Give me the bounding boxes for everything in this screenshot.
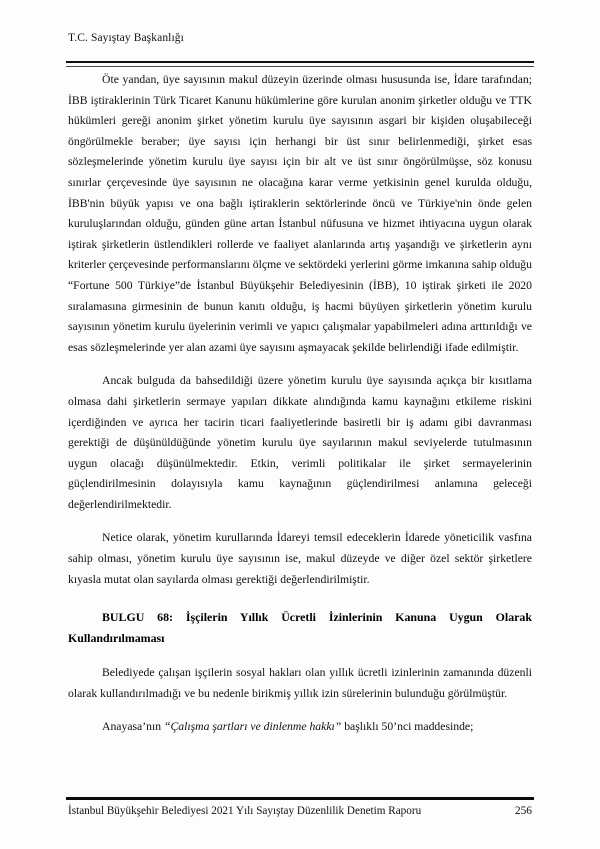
footer-page-number: 256 bbox=[514, 805, 532, 817]
body-paragraph-2: Ancak bulguda da bahsedildiği üzere yönetim kurulu üye sayısında açıkça bir kısıtlama olmasa dahi şirketlerin sermaye yapıları dikkate alındığında kamu kaynağını etkileme riskini içerdiğinden ve ayrıca her tacirin ticari faaliyetlerinde basiretli bir iş adamı gibi davranması gerektiği de düşünüldüğünde yönetim kurulu üye sayılarının makul seviyelerde tutulmasının uygun olacağı düşünülmektedir. Etkin, verimli politikalar ile şirket sermayelerinin güçlendirilmesinin dolayısıyla kamu kaynağının güçlendirilmesi anlamına geleceği değerlendirilmektedir. bbox=[68, 374, 532, 511]
footer-report-title: İstanbul Büyükşehir Belediyesi 2021 Yılı Sayıştay Düzenlilik Denetim Raporu bbox=[68, 805, 422, 817]
constitution-article-title-quote: “Çalışma şartları ve dinlenme hakkı” bbox=[164, 720, 342, 734]
body-paragraph-5 bbox=[68, 717, 532, 738]
page-footer bbox=[68, 805, 532, 817]
body-paragraph-1: Öte yandan, üye sayısının makul düzeyin üzerinde olması hususunda ise, İdare tarafından; İBB iştiraklerinin Türk Ticaret Kanunu hükümlerine göre kurulan anonim şirketler olduğu ve TTK hükümleri gereği anonim şirket yönetim kurulu üye sayısının asgari bir kişiden oluşabileceği öngörülmekle beraber; üye sayısı için herhangi bir üst sınır belirlenmediği, şirket esas sözleşmelerinde yönetim kurulu üye sayısı için bir alt ve üst sınır öngörülmüşse, söz konusu sınırlar çerçevesinde üye sayısının ne olacağına karar verme yetkisinin genel kurulda olduğu, İBB'nin büyük yapısı ve ona bağlı iştiraklerin sektörlerinde öncü ve Türkiye'nin önde gelen kuruluşlarından olduğu, günden güne artan İstanbul nüfusuna ve hizmet ihtiyacına uygun olarak iştirak şirketlerin üstlendikleri rollerde ve faaliyet alanlarında artış yaşandığı ve şirketlerin aynı kriterler çerçevesinde performanslarını ölçme ve sektördeki yerlerini görme imkanına sahip olduğu “Fortune 500 Türkiye”de İstanbul Büyükşehir Belediyesinin (İBB), 10 iştirak şirketi ile 2020 sıralamasına girmesinin de bunun kanıtı olduğu, iş hacmi büyüyen şirketlerin yönetim kurulu sayısının yönetim kurulu üyelerinin verimli ve yapıcı çalışmalar yapabilmeleri adına arttırıldığı ve esas sözleşmelerinde yer alan azami üye sayısını aşmayacak şekilde belirlendiği ifade edilmiştir. bbox=[68, 73, 532, 354]
footer-divider-rule bbox=[66, 797, 534, 800]
paragraph-5-lead-text: Anayasa’nın bbox=[102, 720, 164, 734]
finding-heading-bulgu-68: BULGU 68: İşçilerin Yıllık Ücretli İzinlerinin Kanuna Uygun Olarak Kullandırılmaması bbox=[68, 610, 532, 646]
page-header bbox=[68, 32, 532, 44]
paragraph-5-trailing-text: başlıklı 50’nci maddesinde; bbox=[341, 720, 474, 734]
header-divider-rule bbox=[66, 61, 534, 67]
body-paragraph-3: Netice olarak, yönetim kurullarında İdareyi temsil edeceklerin İdarede yöneticilik vasfına sahip olması, yönetim kurulu üye sayısının ise, makul düzeyde ve diğer özel sektör şirketlere kıyasla mutat olan sayılarda olması gerektiği değerlendirilmiştir. bbox=[68, 531, 532, 586]
document-body bbox=[68, 70, 532, 738]
page-header-title: T.C. Sayıştay Başkanlığı bbox=[68, 32, 184, 44]
body-paragraph-4: Belediyede çalışan işçilerin sosyal hakları olan yıllık ücretli izinlerinin zamanında düzenli olarak kullandırılmadığı ve bu nedenle birikmiş yıllık izin sürelerinin bulunduğu görülmüştür. bbox=[68, 666, 532, 700]
